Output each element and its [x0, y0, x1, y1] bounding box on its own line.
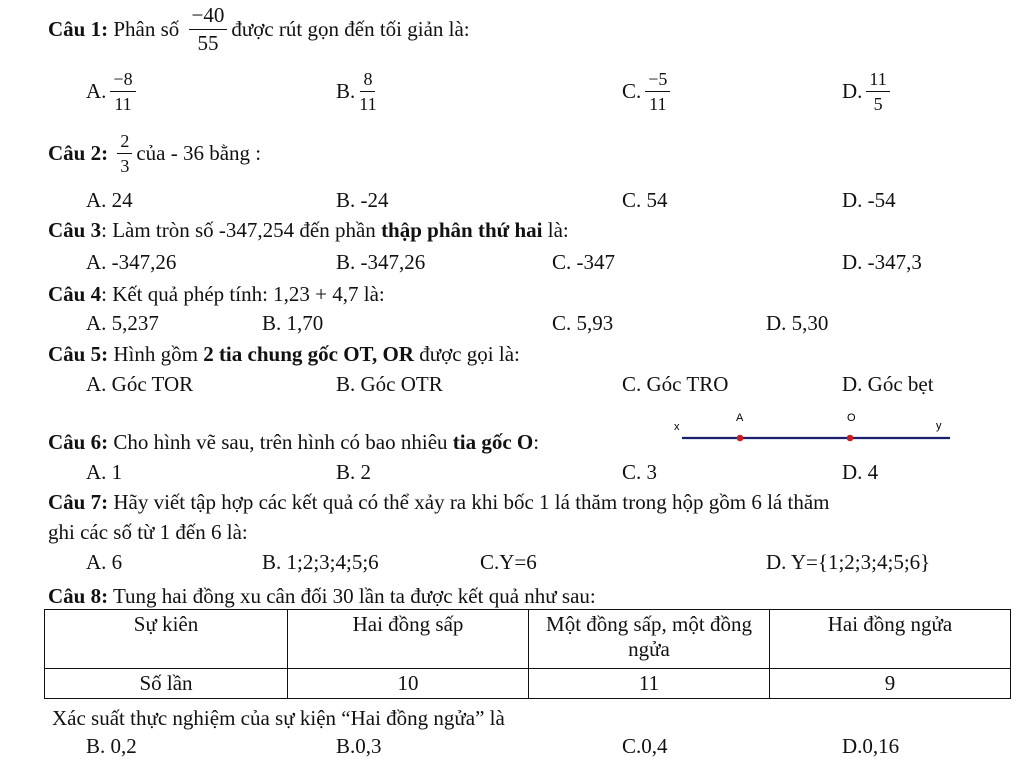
q5-text-end: được gọi là: — [413, 342, 520, 366]
q3-option-a[interactable]: A. -347,26 — [86, 250, 177, 274]
q8-stem — [48, 584, 596, 609]
q6-option-c[interactable]: C. 3 — [622, 460, 658, 484]
q3-stem — [48, 218, 569, 243]
q1-text-after: được rút gọn đến tối giản là: — [231, 16, 470, 41]
frac-den: 11 — [114, 93, 132, 114]
ray-figure — [668, 404, 958, 452]
q4-option-d[interactable]: D. 5,30 — [766, 311, 829, 335]
q1-text: Phân số — [113, 16, 180, 41]
q6-option-d[interactable]: D. 4 — [842, 460, 879, 484]
q4-text: : Kết quả phép tính: 1,23 + 4,7 là: — [101, 282, 385, 306]
option-fraction — [359, 70, 376, 113]
q8-option-b2[interactable]: B.0,3 — [336, 734, 382, 758]
label-a: A — [736, 412, 744, 424]
q5-option-c[interactable]: C. Góc TRO — [622, 372, 729, 396]
table-header: Một đồng sấp, một đồng ngửa — [529, 610, 770, 669]
q6-bold: tia gốc O — [452, 430, 534, 454]
point-o — [847, 435, 854, 442]
q1-frac-num: −40 — [189, 5, 228, 30]
label-y: y — [936, 420, 942, 432]
frac-den: 5 — [873, 93, 883, 114]
q5-option-b[interactable]: B. Góc OTR — [336, 372, 443, 396]
q6-text-end: : — [533, 430, 540, 454]
q7-text: Hãy viết tập hợp các kết quả có thể xảy ra khi bốc 1 lá thăm trong hộp gồm 6 lá thăm — [108, 490, 830, 514]
q6-label: Câu 6: — [48, 430, 109, 454]
q8-option-b1[interactable]: B. 0,2 — [86, 734, 137, 758]
q1-option-d[interactable] — [842, 64, 894, 118]
q2-option-d[interactable]: D. -54 — [842, 188, 896, 212]
q7-stem-line1 — [48, 490, 830, 515]
q2-stem — [48, 126, 261, 180]
q4-option-b[interactable]: B. 1,70 — [262, 311, 324, 335]
q7-option-a[interactable]: A. 6 — [86, 550, 123, 574]
q5-label: Câu 5: — [48, 342, 109, 366]
table-cell: 11 — [529, 669, 770, 699]
q8-option-c[interactable]: C.0,4 — [622, 734, 668, 758]
q1-option-a[interactable] — [86, 64, 140, 118]
q3-text-end: là: — [542, 218, 569, 242]
q3-option-d[interactable]: D. -347,3 — [842, 250, 922, 274]
option-fraction — [866, 70, 889, 113]
q2-option-a[interactable]: A. 24 — [86, 188, 133, 212]
q3-label: Câu 3 — [48, 218, 102, 242]
table-cell: Số lần — [45, 669, 288, 699]
q6-option-b[interactable]: B. 2 — [336, 460, 372, 484]
q6-option-a[interactable]: A. 1 — [86, 460, 123, 484]
q4-option-c[interactable]: C. 5,93 — [552, 311, 614, 335]
q7-option-b[interactable]: B. 1;2;3;4;5;6 — [262, 550, 379, 574]
q3-option-c[interactable]: C. -347 — [552, 250, 615, 274]
frac-num: 8 — [360, 70, 375, 92]
q4-stem — [48, 282, 385, 307]
q3-option-b[interactable]: B. -347,26 — [336, 250, 426, 274]
results-table — [44, 609, 1011, 699]
q2-option-c[interactable]: C. 54 — [622, 188, 668, 212]
q5-text: Hình gồm — [108, 342, 204, 366]
label-o: O — [847, 412, 856, 424]
point-a — [737, 435, 744, 442]
q1-label: Câu 1: — [48, 16, 109, 41]
option-fraction — [110, 70, 135, 113]
frac-den: 11 — [359, 93, 377, 114]
label-x: x — [674, 421, 680, 433]
q8-label: Câu 8: — [48, 584, 109, 608]
q4-label: Câu 4 — [48, 282, 102, 306]
option-letter: D. — [842, 78, 863, 103]
q1-option-b[interactable] — [336, 64, 381, 118]
table-cell: 10 — [288, 669, 529, 699]
q5-option-d[interactable]: D. Góc bẹt — [842, 372, 934, 396]
table-row — [45, 669, 1011, 699]
q2-label: Câu 2: — [48, 140, 109, 165]
table-header-row — [45, 610, 1011, 669]
frac-num: −5 — [645, 70, 670, 92]
q3-bold: thập phân thứ hai — [381, 218, 543, 242]
q3-text: : Làm tròn số -347,254 đến phần — [101, 218, 382, 242]
table-header: Hai đồng sấp — [288, 610, 529, 669]
option-letter: B. — [336, 78, 356, 103]
frac-num: 2 — [117, 132, 132, 154]
q8-question: Xác suất thực nghiệm của sự kiện “Hai đồng ngửa” là — [52, 706, 505, 730]
q1-option-c[interactable] — [622, 64, 674, 118]
q5-bold: 2 tia chung gốc OT, OR — [203, 342, 414, 366]
frac-den: 3 — [120, 155, 130, 176]
table-cell: 9 — [770, 669, 1011, 699]
option-letter: A. — [86, 78, 107, 103]
q2-option-b[interactable]: B. -24 — [336, 188, 389, 212]
q6-text: Cho hình vẽ sau, trên hình có bao nhiêu — [108, 430, 453, 454]
q4-option-a[interactable]: A. 5,237 — [86, 311, 159, 335]
q5-option-a[interactable]: A. Góc TOR — [86, 372, 194, 396]
q8-text: Tung hai đồng xu cân đối 30 lần ta được kết quả như sau: — [108, 584, 596, 608]
q2-text: của - 36 bằng : — [136, 140, 262, 165]
table-header: Hai đồng ngửa — [770, 610, 1011, 669]
q7-stem-line2: ghi các số từ 1 đến 6 là: — [48, 520, 248, 544]
option-fraction — [645, 70, 670, 113]
q7-option-c[interactable]: C.Y=6 — [480, 550, 537, 574]
q5-stem — [48, 342, 520, 367]
q7-label: Câu 7: — [48, 490, 109, 514]
frac-num: −8 — [110, 70, 135, 92]
q1-stem — [48, 4, 470, 54]
frac-den: 11 — [649, 93, 667, 114]
q1-frac-den: 55 — [197, 30, 219, 55]
q2-fraction — [117, 132, 132, 175]
frac-num: 11 — [866, 70, 889, 92]
q8-option-d[interactable]: D.0,16 — [842, 734, 900, 758]
option-letter: C. — [622, 78, 642, 103]
q1-fraction — [189, 2, 228, 55]
q6-stem — [48, 430, 539, 455]
q7-option-d[interactable]: D. Y={1;2;3;4;5;6} — [766, 550, 931, 574]
table-header: Sự kiên — [45, 610, 288, 669]
